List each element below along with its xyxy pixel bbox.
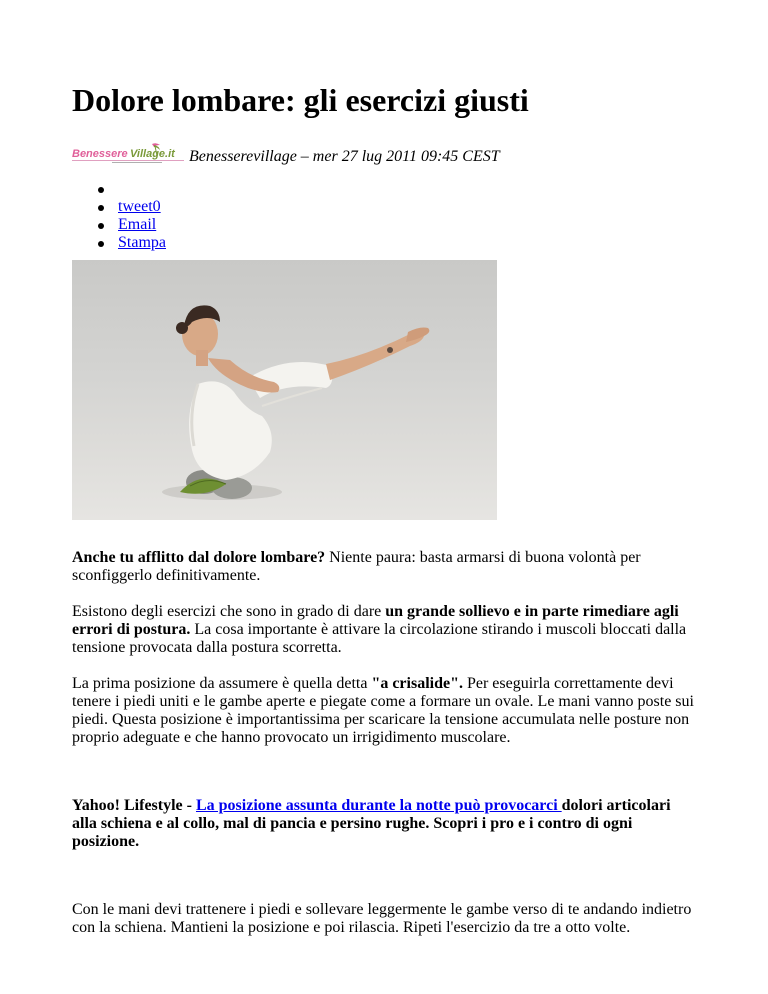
- exercises-text-1: Esistono degli esercizi che sono in grado di dare: [72, 603, 386, 620]
- paragraph-instructions: Con le mani devi trattenere i piedi e sollevare leggermente le gambe verso di te andando indietro con la schiena. Mantieni la posizione e poi rilascia. Ripeti l'esercizio da tre a otto volte.: [72, 901, 692, 936]
- paragraph-exercises: [72, 603, 696, 657]
- intro-text: Niente paura: basta armarsi di buona volontà per sconfiggerlo definitivamente.: [72, 549, 641, 584]
- email-link[interactable]: Email: [118, 216, 157, 233]
- share-item-print: [72, 234, 166, 252]
- crisalide-text-1: La prima posizione da assumere è quella detta: [72, 675, 372, 692]
- paragraph-intro: [72, 549, 696, 585]
- byline-text: Benesserevillage – mer 27 lug 2011 09:45 CEST: [189, 148, 500, 165]
- benesserevillage-logo[interactable]: [72, 142, 186, 164]
- share-list: [72, 180, 166, 252]
- article-photo: [72, 260, 497, 520]
- byline: [72, 138, 500, 164]
- promo-link[interactable]: La posizione assunta durante la notte può provocarci: [195, 797, 562, 814]
- yoga-pose-illustration: [72, 260, 497, 520]
- spacer: [72, 765, 696, 797]
- logo-graphic: [72, 142, 186, 164]
- yahoo-promo: [72, 797, 696, 851]
- article-body: [72, 549, 696, 955]
- tweet-link[interactable]: tweet0: [118, 198, 161, 215]
- svg-text:Village.it: Village.it: [130, 148, 175, 160]
- article-title: Dolore lombare: gli esercizi giusti: [72, 82, 529, 118]
- share-item-empty: [72, 180, 166, 198]
- exercises-text-2: La cosa importante è attivare la circolazione stirando i muscoli bloccati dalla tensione provocata dalla postura scorretta.: [72, 621, 687, 656]
- crisalide-text-2: Per eseguirla correttamente devi tenere i piedi uniti e le gambe aperte e piegate come a formare un ovale. Le mani vanno poste sui piedi. Questa posizione è importantissima per scaricare la tensione accumulata nelle posture non proprio adeguate e che hanno provocato un irrigidimento muscolare.: [72, 675, 694, 746]
- intro-question: Anche tu afflitto dal dolore lombare?: [72, 549, 326, 566]
- crisalide-highlight: "a crisalide".: [371, 675, 463, 692]
- spacer: [72, 869, 696, 901]
- exercises-highlight: un grande sollievo e in parte rimediare agli errori di postura.: [72, 603, 679, 638]
- svg-text:Benessere: Benessere: [72, 148, 128, 160]
- promo-prefix: Yahoo! Lifestyle -: [72, 797, 196, 814]
- share-item-email: [72, 216, 166, 234]
- print-link[interactable]: Stampa: [118, 234, 166, 251]
- share-item-tweet: [72, 198, 166, 216]
- paragraph-crisalide: [72, 675, 696, 747]
- promo-suffix: dolori articolari alla schiena e al collo, mal di pancia e persino rughe. Scopri i pro e i contro di ogni posizione.: [72, 797, 671, 850]
